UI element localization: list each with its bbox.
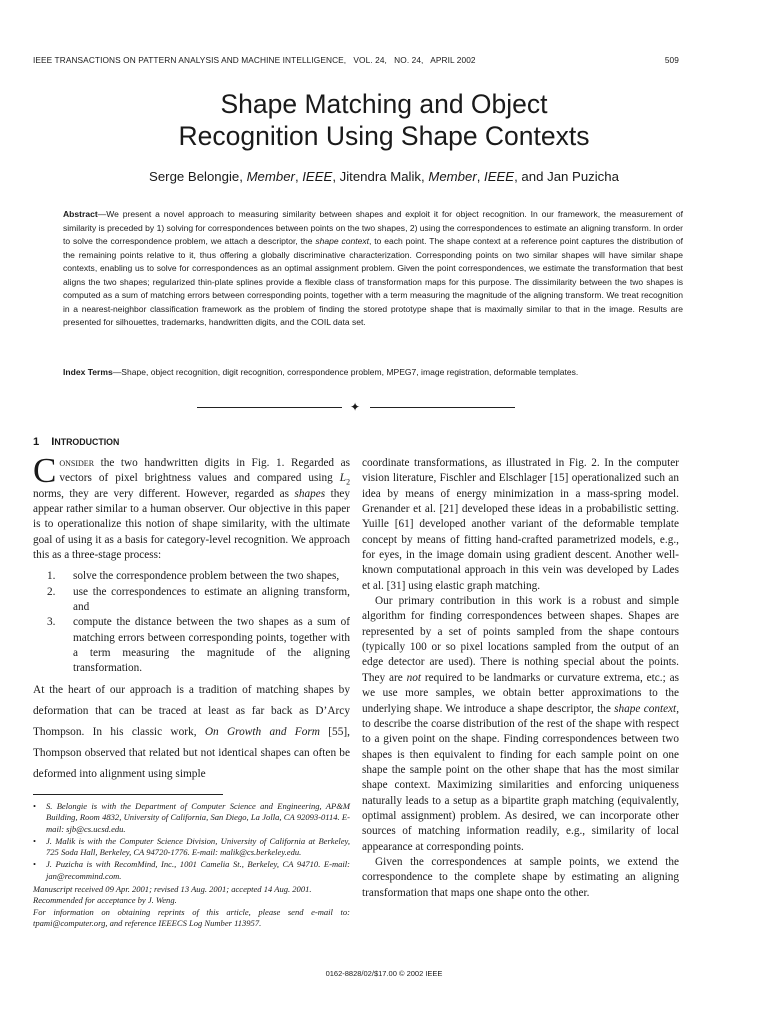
paragraph-text: norms, they are very different. However, regarded as <box>33 487 295 500</box>
paragraph-text: required to be landmarks or curvature extrema, etc.; as we use more samples, we obtain better approximations to the underlying shape. We introduce a shape descriptor, the <box>362 671 679 715</box>
manuscript-dates: Manuscript received 09 Apr. 2001; revised 13 Aug. 2001; accepted 14 Aug. 2001. <box>33 884 312 895</box>
page-number: 509 <box>664 55 679 65</box>
member-label: Member <box>428 169 477 184</box>
bullet: • <box>33 801 36 811</box>
left-column <box>33 451 350 785</box>
author-malik: , Jitendra Malik, <box>332 169 429 184</box>
paragraph-text: the two handwritten digits in Fig. 1. Regarded as vectors of pixel brightness values and compared using <box>59 457 350 485</box>
abstract-label: Abstract <box>63 209 98 219</box>
section-title-rest: NTRODUCTION <box>54 437 120 447</box>
list-text: solve the correspondence problem between the two shapes, <box>73 570 340 583</box>
separator: , <box>294 169 303 184</box>
ieee-label: IEEE <box>302 169 333 184</box>
dthompson-paragraph <box>33 680 350 785</box>
right-column <box>362 456 679 901</box>
list-number: 1. <box>47 570 56 583</box>
paragraph-text: they appear rather similar to a human observer. Our objective in this paper is to operationalize this notion of shape similarity, with the ultimate goal of using it as a basis for category-level recognition. We approach this as a three-stage process: <box>33 487 350 562</box>
footnote-belongie <box>33 801 350 835</box>
list-number: 3. <box>47 616 56 629</box>
list-text: use the correspondences to estimate an aligning transform, and <box>73 585 350 614</box>
emphasis: shape context <box>614 702 677 715</box>
contribution-paragraph <box>362 594 679 855</box>
small-caps-lead: onsider <box>59 457 95 469</box>
process-steps <box>33 569 350 676</box>
math-subscript: 2 <box>346 477 350 487</box>
footnote-text: J. Puzicha is with RecomMind, Inc., 1001 Camelia St., Berkeley, CA 94710. E-mail: jan@recommind.com. <box>46 859 350 881</box>
index-terms-label: Index Terms <box>63 367 113 377</box>
list-text: compute the distance between the two shapes as a sum of matching errors between corresponding points, together with a term measuring the magnitude of the aligning transformation. <box>73 616 350 675</box>
separator: , <box>476 169 485 184</box>
section-heading-introduction <box>33 436 119 448</box>
list-item <box>33 569 350 584</box>
paragraph-text: At the heart of our approach is a tradition of matching shapes by deformation that can be traced at least as far back as D’Arcy Thompson. In his classic work, <box>33 683 350 738</box>
recommended-by: Recommended for acceptance by J. Weng. <box>33 895 177 906</box>
abstract-emphasis: shape context <box>315 236 370 247</box>
emphasis: not <box>406 671 422 684</box>
list-number: 2. <box>47 585 56 598</box>
footnote-rule <box>33 794 223 795</box>
footnote-text: S. Belongie is with the Department of Computer Science and Engineering, AP&M Building, Room 4832, University of California, San Diego, La Jolla, CA 92093-0114. E-mail: sjb@cs.ucsd.edu. <box>46 801 350 834</box>
title-line-1: Shape Matching and Object <box>220 89 548 119</box>
diamond-icon: ✦ <box>350 400 361 414</box>
section-number: 1 <box>33 436 40 448</box>
drop-cap: C <box>33 451 57 490</box>
list-item <box>33 585 350 616</box>
section-title-initial: I <box>51 436 55 448</box>
bullet: • <box>33 835 36 846</box>
footnote-malik <box>33 836 350 859</box>
index-terms <box>63 366 623 380</box>
author-list <box>60 169 708 184</box>
running-head <box>33 55 679 65</box>
book-title: On Growth and Form <box>204 725 320 738</box>
ieee-label: IEEE <box>484 169 515 184</box>
abstract-text: We present a novel approach to measuring similarity between shapes and exploit it for object recognition. In our framework, the measurement of similarity is preceded by 1) solving for correspondences between points on the two shapes, 2) using the correspondences to estimate an aligning transform. In order to solve the correspondence problem, we attach a descriptor, the <box>63 209 683 247</box>
footnote-text: J. Malik is with the Computer Science Division, University of California at Berkeley, 725 Soda Hall, Berkeley, CA 94720-1776. E-mail: malik@cs.berkeley.edu. <box>46 835 350 858</box>
paragraph-text: Our primary contribution in this work is a robust and simple algorithm for finding correspondences between shapes. Shapes are represented by a set of points sampled from the shape contours (typically 100 or so pixel locations sampled from the output of an edge detector are used). There is nothing special about the points. They are <box>362 595 679 684</box>
paragraph-text: [55], Thompson observed that related but not identical shapes can often be deformed into alignment using simple <box>33 725 350 780</box>
journal-header: IEEE TRANSACTIONS ON PATTERN ANALYSIS AND MACHINE INTELLIGENCE, VOL. 24, NO. 24, APRIL 2002 <box>33 55 476 65</box>
intro-paragraph <box>33 451 350 563</box>
author-puzicha: , and Jan Puzicha <box>514 169 619 184</box>
member-label: Member <box>246 169 295 184</box>
author-belongie: Serge Belongie, <box>149 169 247 184</box>
paragraph-text: , to describe the coarse distribution of the rest of the shape with respect to a given point on the shape. Finding correspondences between two shapes is then equivalent to finding for each sample point on one shape the sample point on the other shape that has the most similar shape context. Maximizing similarities and enforcing uniqueness naturally leads to a setup as a bipartite graph matching (equivalently, optimal assignment) problem. As desired, we can incorporate other sources of matching information readily, e.g., similarity of local appearance at corresponding points. <box>362 702 679 853</box>
math-l: L <box>339 472 347 485</box>
related-work-paragraph: coordinate transformations, as illustrated in Fig. 2. In the computer vision literature, Fischler and Elschlager [15] operationalized such an idea by means of energy minimization in a mass-spring model. Grenander et al. [21] developed these ideas in a probabilistic setting. Yuille [61] developed another variant of the deformable template concept by means of fitting hand-crafted parametrized models, e.g., for eyes, in the image domain using gradient descent. Another well-known computational approach in this vein was developed by Lades et al. [31] using elastic graph matching. <box>362 457 679 592</box>
index-terms-dash: — <box>112 367 122 377</box>
alignment-paragraph: Given the correspondences at sample points, we extend the correspondence to the complete shape by estimating an aligning transformation that maps one shape onto the other. <box>362 855 679 899</box>
index-terms-text: Shape, object recognition, digit recognition, correspondence problem, MPEG7, image registration, deformable templates. <box>121 367 579 377</box>
divider-line-left <box>197 407 342 408</box>
divider-line-right <box>370 407 515 408</box>
paper-title <box>60 88 708 152</box>
abstract-text-cont: , to each point. The shape context at a reference point captures the distribution of the remaining points relative to it, thus offering a globally discriminative characterization. Corresponding points on two similar shapes will have similar shape contexts, enabling us to solve for correspondences as an optimal assignment problem. Given the point correspondences, we estimate the transformation that best aligns the two shapes; regularized thin-plate splines provide a flexible class of transformation maps for this purpose. The dissimilarity between the two shapes is computed as a sum of matching errors between corresponding points, together with a term measuring the magnitude of the aligning transform. We treat recognition in a nearest-neighbor classification framework as the problem of finding the stored prototype shape that is maximally similar to that in the image. Results are presented for silhouettes, trademarks, handwritten digits, and the COIL data set. <box>63 236 684 328</box>
section-divider <box>197 401 515 413</box>
copyright-footer: 0162-8828/02/$17.00 © 2002 IEEE <box>325 969 443 978</box>
bullet: • <box>33 859 36 870</box>
title-line-2: Recognition Using Shape Contexts <box>178 121 590 151</box>
footnote-puzicha <box>33 859 350 882</box>
abstract-dash: — <box>97 209 107 219</box>
emphasis: shapes <box>294 487 326 500</box>
list-item <box>33 615 350 676</box>
abstract <box>63 208 683 330</box>
footnotes <box>33 801 350 929</box>
reprints-info: For information on obtaining reprints of this article, please send e-mail to: tpami@computer.org, and reference IEEECS Log Number 113957. <box>33 906 350 928</box>
